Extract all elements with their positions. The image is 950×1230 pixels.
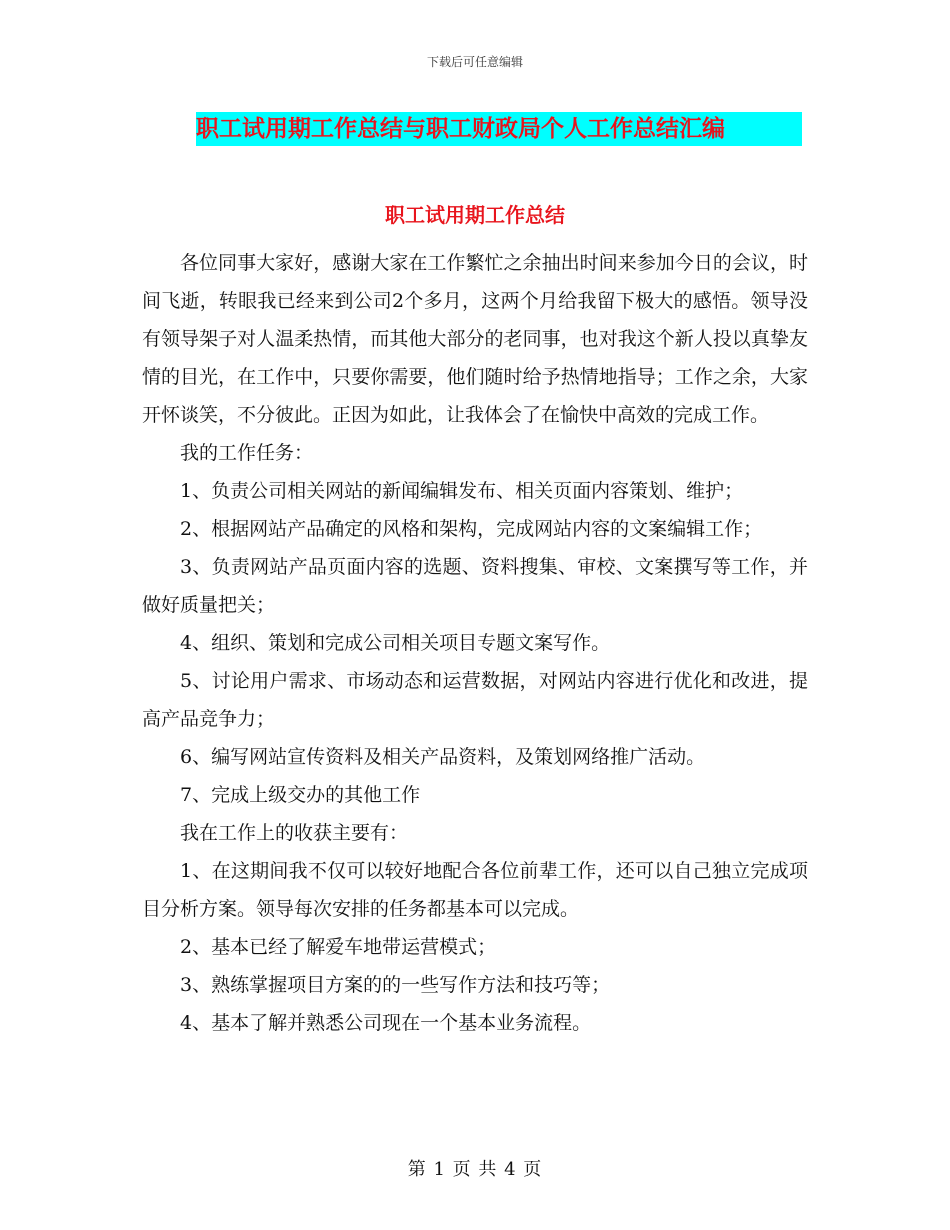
task-item: 7、完成上级交办的其他工作: [180, 784, 421, 806]
paragraph-gains-heading: 我在工作上的收获主要有：: [180, 822, 409, 844]
task-item: 4、组织、策划和完成公司相关项目专题文案写作。: [180, 632, 611, 654]
document-body: [142, 244, 808, 1042]
page-footer: 第 1 页 共 4 页: [407, 1159, 543, 1180]
gain-item: 3、熟练掌握项目方案的的一些写作方法和技巧等；: [180, 974, 611, 996]
gain-item: 1、在这期间我不仅可以较好地配合各位前辈工作，还可以自己独立完成项目分析方案。领导每次安排的任务都基本可以完成。: [142, 860, 808, 920]
task-item: 5、讨论用户需求、市场动态和运营数据，对网站内容进行优化和改进，提高产品竞争力；: [142, 670, 808, 730]
task-item: 1、负责公司相关网站的新闻编辑发布、相关页面内容策划、维护；: [180, 480, 744, 502]
gain-item: 4、基本了解并熟悉公司现在一个基本业务流程。: [180, 1012, 592, 1034]
gain-item: 2、基本已经了解爱车地带运营模式；: [180, 936, 497, 958]
task-item: 3、负责网站产品页面内容的选题、资料搜集、审校、文案撰写等工作，并做好质量把关；: [142, 556, 808, 616]
paragraph-tasks-heading: 我的工作任务：: [180, 442, 314, 464]
header-note: 下载后可任意编辑: [426, 55, 523, 69]
paragraph-intro: 各位同事大家好，感谢大家在工作繁忙之余抽出时间来参加今日的会议，时间飞逝，转眼我已经来到公司2个多月，这两个月给我留下极大的感悟。领导没有领导架子对人温柔热情，而其他大部分的老同事，也对我这个新人投以真挚友情的目光，在工作中，只要你需要，他们随时给予热情地指导；工作之余，大家开怀谈笑，不分彼此。正因为如此，让我体会了在愉快中高效的完成工作。: [142, 252, 808, 426]
document-title: 职工试用期工作总结与职工财政局个人工作总结汇编: [196, 112, 802, 146]
section-title: 职工试用期工作总结: [385, 203, 565, 227]
task-item: 6、编写网站宣传资料及相关产品资料，及策划网络推广活动。: [180, 746, 706, 768]
task-item: 2、根据网站产品确定的风格和架构，完成网站内容的文案编辑工作；: [180, 518, 763, 540]
